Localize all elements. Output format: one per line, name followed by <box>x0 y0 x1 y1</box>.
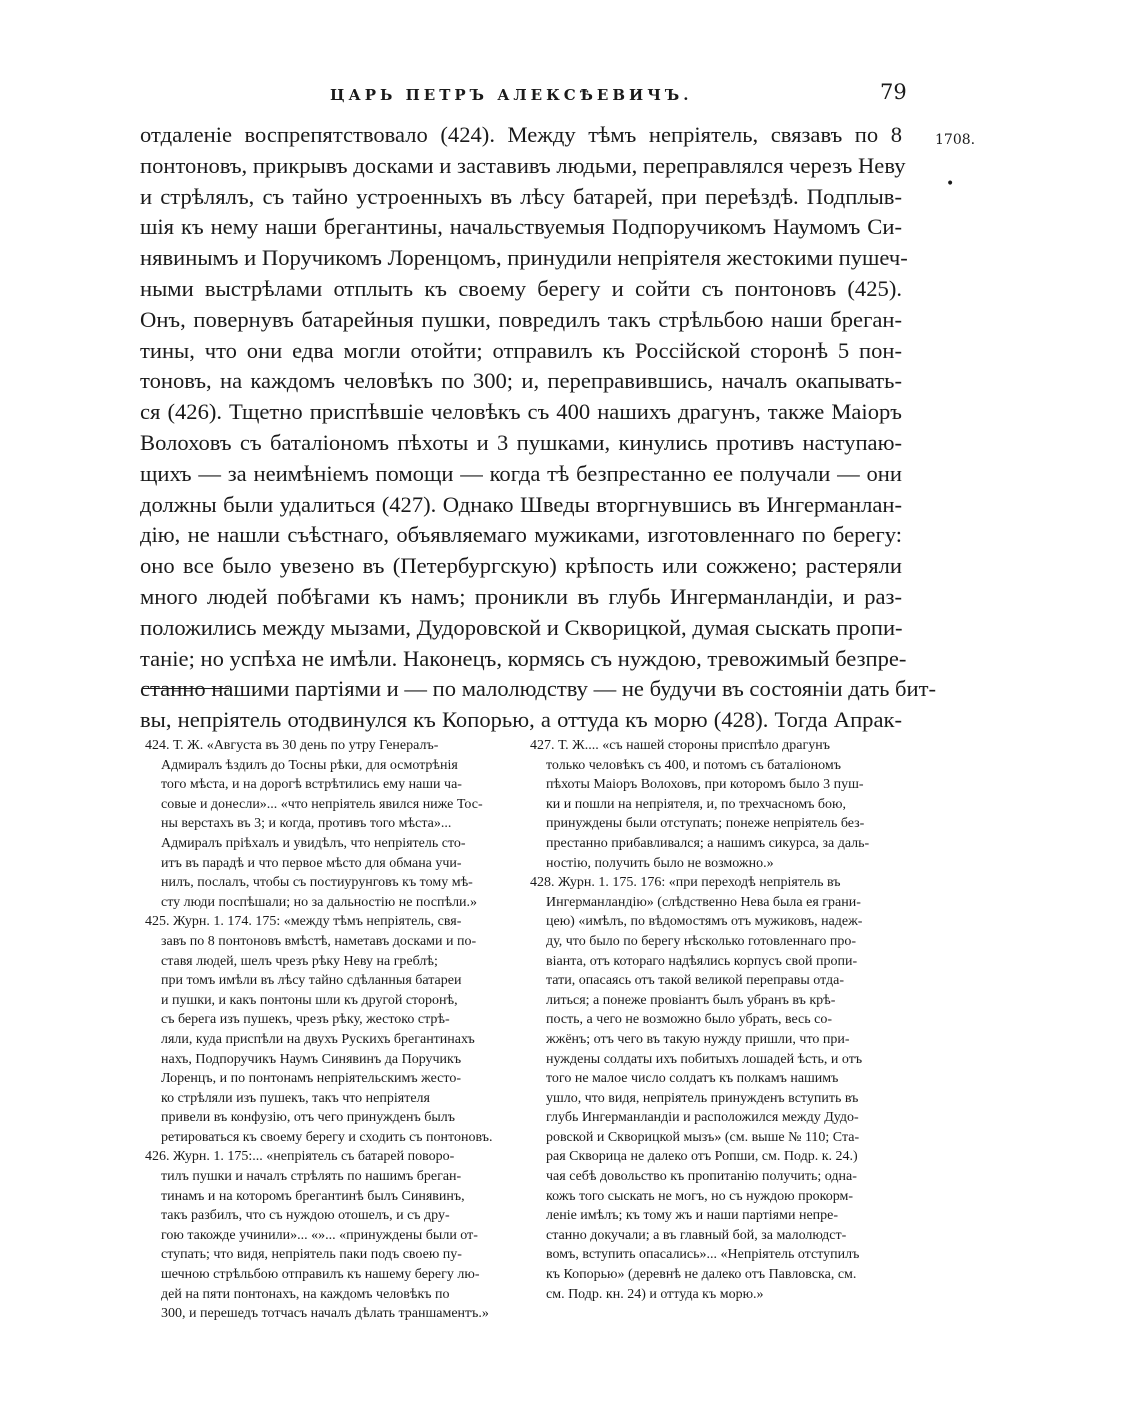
footnote-line: 425. Журн. 1. 174. 175: «между тѣмъ непріятель, свя- <box>145 914 462 930</box>
footnote-line: престанно прибавливался; а нашимъ сикурса, за даль- <box>546 835 870 851</box>
footnote-line: нахъ, Подпоручикъ Наумъ Синявинъ да Поручикъ <box>161 1051 462 1067</box>
footnote-line: ляли, куда приспѣли на двухъ Рускихъ брегантинахъ <box>161 1031 475 1047</box>
footnote <box>145 736 523 912</box>
main-text-line: Волоховъ съ баталіономъ пѣхоты и 3 пушками, кинулись противъ наступаю- <box>140 429 902 455</box>
main-text-line: нявинымъ и Поручикомъ Лоренцомъ, принудили непріятеля жестокими пушеч- <box>140 245 908 271</box>
footnote-line: пость, а чего не возможно было убрать, весь со- <box>546 1012 833 1028</box>
main-text-line: оно все было увезено въ (Петербургскую) крѣпость или сожжено; растеряли <box>140 553 902 579</box>
footnote-line: ду, что было по берегу нѣсколько готовленнаго про- <box>546 933 857 949</box>
footnote-line: съ берега изъ пушекъ, чрезъ рѣку, жестоко стрѣ- <box>161 1012 450 1028</box>
footnote-line: пѣхоты Маіоръ Волоховъ, при которомъ было 3 пуш- <box>546 777 864 793</box>
footnote <box>530 736 908 873</box>
footnote-line: нуждены солдаты ихъ побитыхъ лошадей ѣсть, и отъ <box>546 1051 863 1067</box>
footnote-line: цею) «имѣлъ, по вѣдомостямъ отъ мужиковъ, надеж- <box>546 914 863 930</box>
footnote-line: станно докучали; а въ главный бой, за малолюдст- <box>546 1227 847 1243</box>
footnote-line: сту люди поспѣшали; но за дальностію не поспѣли.» <box>161 894 478 910</box>
main-text-line: вы, непріятель отодвинулся къ Копорью, а оттуда къ морю (428). Тогда Апрак- <box>140 707 902 733</box>
footnote-line: 300, и перешедъ тотчасъ началъ дѣлать траншаментъ.» <box>161 1306 489 1322</box>
running-title: ЦАРЬ ПЕТРЪ АЛЕКСѢЕВИЧЪ. <box>330 86 693 104</box>
footnote-line: Лоренцъ, и по понтонамъ непріятельскимъ жесто- <box>161 1071 461 1087</box>
footnote-line: гою такожде учинили»... «»... «принуждены были от- <box>161 1227 478 1243</box>
footnote-line: 427. Т. Ж.... «съ нашей стороны приспѣло драгунъ <box>530 738 830 753</box>
footnote-line: совые и донесли»... «что непріятель явился ниже Тос- <box>161 796 483 812</box>
main-text-body <box>140 120 937 736</box>
footnote-line: къ Копорью» (деревнѣ не далеко отъ Павловска, см. <box>546 1267 857 1283</box>
footnote-line: ны верстахъ въ 3; и когда, противъ того мѣста»... <box>161 816 452 832</box>
main-text-line: должны были удалиться (427). Однако Шведы вторгнувшись въ Ингерманлан- <box>140 491 902 517</box>
footnote-line: шечною стрѣльбою отправилъ къ нашему берегу лю- <box>161 1267 480 1283</box>
main-text-line: шія къ нему наши брегантины, начальствуемыя Подпоручикомъ Наумомъ Си- <box>140 214 902 240</box>
main-text-line: щихъ — за неимѣніемъ помощи — когда тѣ безпрестанно ее получали — они <box>140 460 902 486</box>
footnote-line: ставя людей, шелъ чрезъ рѣку Неву на греблѣ; <box>161 953 438 969</box>
footnote-line: см. Подр. кн. 24) и оттуда къ морю.» <box>546 1286 764 1302</box>
footnote-line: леніе имѣлъ; къ тому жъ и наши партіями непре- <box>546 1208 839 1224</box>
main-text-line: понтоновъ, прикрывъ досками и заставивъ людьми, переправлялся черезъ Неву <box>140 152 906 178</box>
footnote-line: такъ разбилъ, что съ нуждою отошелъ, и съ дру- <box>161 1208 450 1224</box>
margin-mark: • <box>946 176 955 192</box>
main-text-line: станно нашими партіями и — по малолюдству — не будучи въ состояніи дать бит- <box>140 676 937 702</box>
main-text-line: ся (426). Тщетно приспѣвшіе человѣкъ съ 400 нашихъ драгунъ, также Маіоръ <box>140 399 902 425</box>
footnote <box>145 1147 523 1323</box>
main-text-line: и стрѣлялъ, съ тайно устроенныхъ въ лѣсу батарей, при переѣздѣ. Подплыв- <box>140 183 902 209</box>
footnote-line: 426. Журн. 1. 175:... «непріятель съ батарей поворо- <box>145 1149 455 1165</box>
footnote-line: ушло, что видя, непріятель принужденъ вступить въ <box>546 1090 859 1106</box>
footnote-line: при томъ имѣли въ лѣсу тайно сдѣланныя батареи <box>161 973 462 989</box>
footnote-line: нилъ, послалъ, чтобы съ постиурунговъ къ тому мѣ- <box>161 875 473 891</box>
main-text-line: дію, не нашли съѣстнаго, объявляемаго мужиками, изготовленнаго по берегу: <box>140 522 902 548</box>
main-text-line: таніе; но успѣха не имѣли. Наконецъ, кормясь съ нуждою, тревожимый безпре- <box>140 645 907 671</box>
footnote-line: и пушки, и какъ понтоны шли къ другой сторонѣ, <box>161 992 458 1008</box>
footnote-line: ступать; что видя, непріятель паки подъ своею пу- <box>161 1247 462 1263</box>
footnote-line: чая себѣ довольство къ пропитанію получить; одна- <box>546 1169 857 1185</box>
margin-year-note: 1708. <box>935 132 976 148</box>
footnote-line: ретироваться къ своему берегу и сходить съ понтоновъ. <box>161 1129 493 1145</box>
main-text-line: положились между мызами, Дудоровской и Скворицкой, думая сыскать пропи- <box>140 614 903 640</box>
footnote-line: ровской и Скворицкой мызъ» (см. выше № 110; Ста- <box>546 1129 860 1145</box>
footnote-line: того мѣста, и на дорогѣ встрѣтились ему наши ча- <box>161 777 462 793</box>
footnote-divider <box>143 688 229 689</box>
footnote-line: жжёнъ; отъ чего въ такую нужду пришли, что при- <box>546 1031 850 1047</box>
footnote <box>145 912 523 1147</box>
footnote <box>530 873 908 1304</box>
footnote-line: принуждены были отступать; понеже непріятель без- <box>546 816 865 832</box>
main-text-line: много людей побѣгами къ намъ; проникли въ глубь Ингерманландіи, и раз- <box>140 583 902 609</box>
footnote-line: 424. Т. Ж. «Августа въ 30 день по утру Генералъ- <box>145 738 439 753</box>
page-number: 79 <box>880 80 907 104</box>
footnote-line: кожъ того сыскать не могъ, но съ нуждою прокорм- <box>546 1188 854 1204</box>
footnote-line: ко стрѣляли изъ пушекъ, такъ что непріятеля <box>161 1090 430 1106</box>
footnotes-right-column <box>530 736 908 1304</box>
footnote-line: Ингерманландію» (слѣдственно Нева была ея грани- <box>546 894 861 910</box>
footnote-line: Адмиралъ ѣздилъ до Тосны рѣки, для осмотрѣнія <box>161 757 458 773</box>
footnote-line: итъ въ парадѣ и что первое мѣсто для обмана учи- <box>161 855 462 871</box>
footnote-line: 428. Журн. 1. 175. 176: «при переходѣ непріятель въ <box>530 875 841 891</box>
footnote-line: дей на пяти понтонахъ, на каждомъ человѣкъ по <box>161 1286 450 1302</box>
main-text-line: отдаленіе воспрепятствовало (424). Между тѣмъ непріятель, связавъ по 8 <box>140 122 902 147</box>
footnote-line: тати, опасаясь отъ такой великой переправы отда- <box>546 973 845 989</box>
footnote-line: тилъ пушки и началъ стрѣлять по нашимъ бреган- <box>161 1169 462 1185</box>
footnote-line: литься; а понеже провіантъ былъ убранъ въ крѣ- <box>546 992 836 1008</box>
main-text-line: тины, что они едва могли отойти; отправилъ къ Россійской сторонѣ 5 пон- <box>140 337 902 363</box>
footnote-line: віанта, отъ котораго надѣялись корпусъ свой пропи- <box>546 953 858 969</box>
footnote-line: только человѣкъ съ 400, и потомъ съ баталіономъ <box>546 757 841 773</box>
footnote-line: привели въ конфузію, отъ чего принужденъ былъ <box>161 1110 455 1126</box>
main-text-line: Онъ, повернувъ батарейныя пушки, повредилъ такъ стрѣльбою наши бреган- <box>140 306 902 332</box>
footnote-line: завъ по 8 понтоновъ вмѣстѣ, наметавъ досками и по- <box>161 933 477 949</box>
footnote-line: рая Скворица не далеко отъ Ропши, см. Подр. к. 24.) <box>546 1149 858 1165</box>
main-text-line: тоновъ, на каждомъ человѣкъ по 300; и, переправившись, началъ окапывать- <box>140 368 902 394</box>
footnotes-left-column <box>145 736 523 1324</box>
footnote-line: вомъ, вступить опасались»... «Непріятель отступилъ <box>546 1247 860 1263</box>
footnote-line: Адмиралъ пріѣхалъ и увидѣлъ, что непріятель сто- <box>161 835 466 851</box>
footnote-line: ки и пошли на непріятеля, и, по трехчасномъ бою, <box>546 796 847 812</box>
footnote-line: того не малое число солдатъ къ полкамъ нашимъ <box>546 1071 839 1087</box>
main-text-line: ными выстрѣлами отплыть къ своему берегу и сойти съ понтоновъ (425). <box>140 275 902 301</box>
footnote-line: тинамъ и на которомъ брегантинѣ былъ Синявинъ, <box>161 1188 465 1204</box>
footnote-line: ностію, получить было не возможно.» <box>546 855 774 871</box>
footnote-line: глубь Ингерманландіи и расположился между Дудо- <box>546 1110 859 1126</box>
